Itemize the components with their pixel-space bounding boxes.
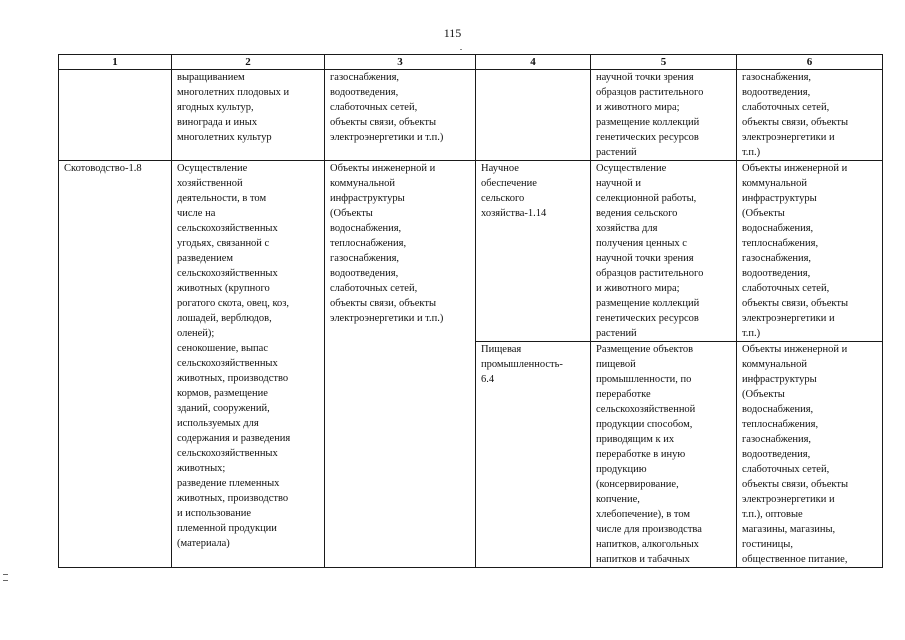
column-header-1: 1 — [59, 55, 172, 70]
column-header-2: 2 — [172, 55, 325, 70]
table-header-row — [59, 55, 883, 70]
cell-empty — [59, 70, 172, 161]
column-header-5: 5 — [591, 55, 737, 70]
cell-auxiliary-objects: газоснабжения, водоотведения, слаботочных сетей, объекты связи, объекты электроэнергетики и т.п.) — [325, 70, 476, 161]
cell-conditional-auxiliary-objects: газоснабжения, водоотведения, слаботочных сетей, объекты связи, объекты электроэнергетики и т.п.) — [737, 70, 883, 161]
cell-conditional-use-name — [476, 70, 591, 161]
column-header-3: 3 — [325, 55, 476, 70]
cell-auxiliary-objects: Объекты инженерной и коммунальной инфраструктуры (Объекты водоснабжения, теплоснабжения, газоснабжения, водоотведения, слаботочных сетей, объекты связи, объекты электроэнергетики и т.п.) — [325, 161, 476, 568]
scan-edge-mark — [3, 580, 8, 581]
scan-speck — [460, 49, 462, 50]
column-header-4: 4 — [476, 55, 591, 70]
table-row-livestock — [59, 161, 883, 342]
cell-conditional-use-description: Размещение объектов пищевой промышленности, по переработке сельскохозяйственной продукции способом, приводящим к их переработке в иную продукцию (консервирование, копчение, хлебопечение), в том числе для производства напитков, алкогольных напитков и табачных — [591, 342, 737, 568]
cell-conditional-auxiliary-objects: Объекты инженерной и коммунальной инфраструктуры (Объекты водоснабжения, теплоснабжения, газоснабжения, водоотведения, слаботочных сетей, объекты связи, объекты электроэнергетики и т.п.) — [737, 161, 883, 342]
cell-conditional-auxiliary-objects: Объекты инженерной и коммунальной инфраструктуры (Объекты водоснабжения, теплоснабжения, газоснабжения, водоотведения, слаботочных сетей, объекты связи, объекты электроэнергетики и т.п.), оптовые магазины, магазины, гостиницы, общественное питание, — [737, 342, 883, 568]
cell-main-use-description: выращиванием многолетних плодовых и ягодных культур, винограда и иных многолетних культур — [172, 70, 325, 161]
cell-main-use-description: Осуществление хозяйственной деятельности, в том числе на сельскохозяйственных угодьях, связанной с разведением сельскохозяйственных животных (крупного рогатого скота, овец, коз, лошадей, верблюдов, оленей); сенокошение, выпас сельскохозяйственных животных, производство кормов, размещение зданий, сооружений, используемых для содержания и разведения сельскохозяйственных животных; разведение племенных животных, производство и использование племенной продукции (материала) — [172, 161, 325, 568]
cell-main-use-name: Скотоводство-1.8 — [59, 161, 172, 568]
cell-conditional-use-name: Пищевая промышленность- 6.4 — [476, 342, 591, 568]
land-use-table — [58, 54, 883, 568]
table-row-continued — [59, 70, 883, 161]
cell-conditional-use-description: научной точки зрения образцов растительного и животного мира; размещение коллекций генетических ресурсов растений — [591, 70, 737, 161]
cell-conditional-use-name: Научное обеспечение сельского хозяйства-1.14 — [476, 161, 591, 342]
page-number: 115 — [443, 26, 462, 40]
scan-edge-mark — [3, 574, 8, 575]
column-header-6: 6 — [737, 55, 883, 70]
cell-conditional-use-description: Осуществление научной и селекционной работы, ведения сельского хозяйства для получения ценных с научной точки зрения образцов растительного и животного мира; размещение коллекций генетических ресурсов растений — [591, 161, 737, 342]
